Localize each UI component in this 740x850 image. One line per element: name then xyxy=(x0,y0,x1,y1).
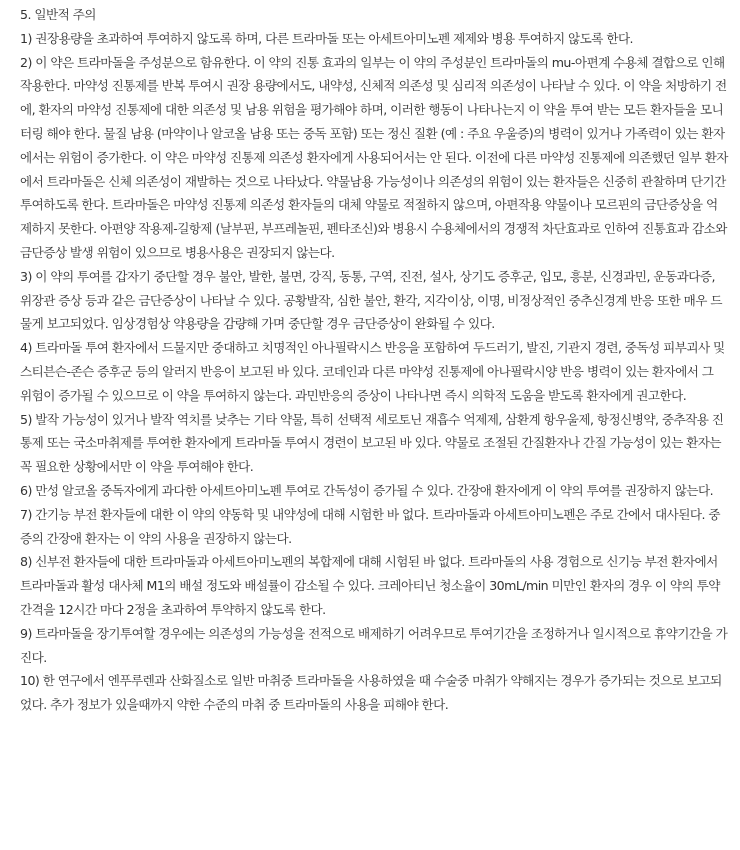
section-title: 5. 일반적 주의 xyxy=(20,7,96,22)
precaution-item-8: 8) 신부전 환자들에 대한 트라마돌과 아세트아미노펜의 복합제에 대해 시험된 바 없다. 트라마돌의 사용 경험으로 신기능 부전 환자에서 트라마돌과 활성 대사체 M1의 배설 정도와 배설률이 감소될 수 있다. 크레아티닌 청소율이 30mL/min 미만인 환자의 경우 이 약의 투약간격을 12시간 마다 2정을 초과하여 투약하지 않도록 한다. xyxy=(20,554,720,617)
precaution-item-9: 9) 트라마돌을 장기투여할 경우에는 의존성의 가능성을 전적으로 배제하기 어려우므로 투여기간을 조정하거나 일시적으로 휴약기간을 가진다. xyxy=(20,625,728,665)
precaution-item-6: 6) 만성 알코올 중독자에게 과다한 아세트아미노펜 투여로 간독성이 증가될 수 있다. 간장애 환자에게 이 약의 투여를 권장하지 않는다. xyxy=(20,482,714,498)
precaution-item-2: 2) 이 약은 트라마돌을 주성분으로 함유한다. 이 약의 진통 효과의 일부는 이 약의 주성분인 트라마돌의 mu-아편계 수용체 결합으로 인해 작용한다. 마약성 진통제를 반복 투여시 권장 용량에서도, 내약성, 신체적 의존성 및 심리적 의존성이 나타날 수 있다. 이 약을 처방하기 전에, 환자의 마약성 진통제에 대한 의존성 및 남용 위험을 평가해야 하며, 이러한 행동이 나타나는지 이 약을 투여 받는 모든 환자들을 모니터링 해야 한다. 물질 남용 (마약이나 알코올 남용 또는 중독 포함) 또는 정신 질환 (예 : 주요 우울증)의 병력이 있거나 가족력이 있는 환자에서는 위험이 증가한다. 이 약은 마약성 진통제 의존성 환자에게 사용되어서는 안 된다. 이전에 다른 마약성 진통제에 의존했던 일부 환자에서 트라마돌은 신체 의존성이 재발하는 것으로 나타났다. 약물남용 가능성이나 의존성의 위험이 있는 환자들은 신중히 관찰하며 단기간 투여하도록 한다. 트라마돌은 마약성 진통제 의존성 환자들의 대체 약물로 적절하지 않으며, 아편작용 약물이나 모르핀의 금단증상을 억제하지 못한다. 아편양 작용제-길항제 (날부핀, 부프레놀핀, 펜타조신)와 병용시 수용체에서의 경쟁적 차단효과로 인하여 진통효과 감소와 금단증상 발생 위험이 있으므로 병용사용은 권장되지 않는다. xyxy=(20,54,728,260)
precaution-item-5: 5) 발작 가능성이 있거나 발작 역치를 낮추는 기타 약물, 특히 선택적 세로토닌 재흡수 억제제, 삼환계 항우울제, 항정신병약, 중추작용 진통제 또는 국소마취제를 투여한 환자에게 트라마돌 투여시 경련이 보고된 바 있다. 약물로 조절된 간질환자나 간질 가능성이 있는 환자는 꼭 필요한 상황에서만 이 약을 투여해야 한다. xyxy=(20,411,724,475)
precaution-item-4: 4) 트라마돌 투여 환자에서 드물지만 중대하고 치명적인 아나필락시스 반응을 포함하여 두드러기, 발진, 기관지 경련, 중독성 피부괴사 및 스티븐슨-존슨 증후군 등의 알러지 반응이 보고된 바 있다. 코데인과 다른 마약성 진통제에 아나필락시양 반응 병력이 있는 환자에서 그 위험이 증가될 수 있으므로 이 약을 투여하지 않는다. 과민반응의 증상이 나타나면 즉시 의학적 도움을 받도록 환자에게 권고한다. xyxy=(20,340,725,403)
precaution-item-1: 1) 권장용량을 초과하여 투여하지 않도록 하며, 다른 트라마돌 또는 아세트아미노펜 제제와 병용 투여하지 않도록 한다. xyxy=(20,30,634,46)
precaution-item-7: 7) 간기능 부전 환자들에 대한 이 약의 약동학 및 내약성에 대해 시험한 바 없다. 트라마돌과 아세트아미노펜은 주로 간에서 대사된다. 중증의 간장애 환자는 이 약의 사용을 권장하지 않는다. xyxy=(20,506,720,546)
precaution-item-10: 10) 한 연구에서 엔푸루렌과 산화질소로 일반 마취중 트라마돌을 사용하였을 때 수술중 마취가 약해지는 경우가 증가되는 것으로 보고되었다. 추가 정보가 있을때까지 약한 수준의 마취 중 트라마돌의 사용을 피해야 한다. xyxy=(20,673,722,713)
precaution-item-3: 3) 이 약의 투여를 갑자기 중단할 경우 불안, 발한, 불면, 강직, 동통, 구역, 진전, 설사, 상기도 증후군, 입모, 흥분, 신경과민, 운동과다증, 위장관 증상 등과 같은 금단증상이 나타날 수 있다. 공황발작, 심한 불안, 환각, 지각이상, 이명, 비정상적인 중추신경계 반응 또한 매우 드물게 보고되었다. 임상경험상 약용량을 감량해 가며 중단할 경우 금단증상이 완화될 수 있다. xyxy=(20,268,722,332)
